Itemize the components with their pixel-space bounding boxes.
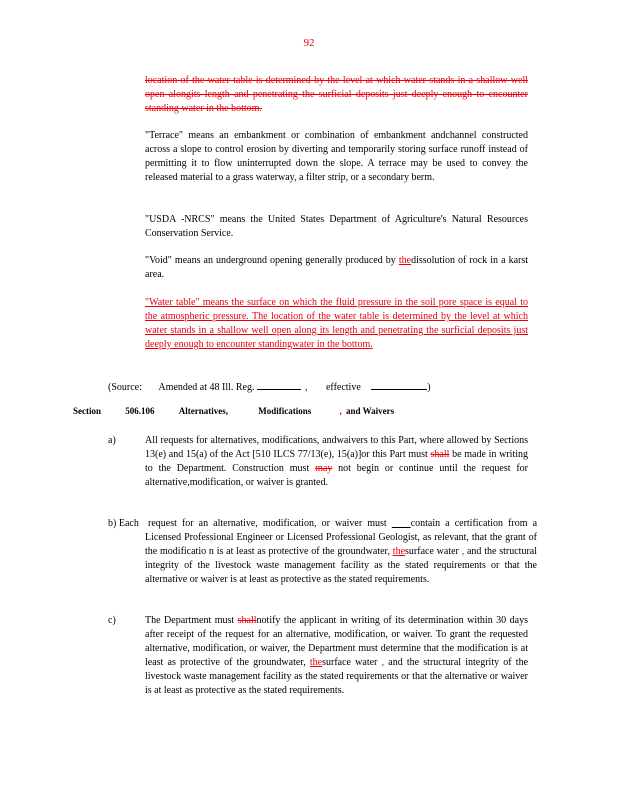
definition-usda-nrcs: "USDA -NRCS" means the United States Department of Agriculture's Natural Resources Conservation Service. xyxy=(145,214,528,239)
item-c-inserted-comma: , xyxy=(381,657,385,668)
item-a-deleted-may: may xyxy=(315,463,333,474)
section-title-comma: , xyxy=(339,406,342,416)
source-effective-label: effective xyxy=(325,382,361,393)
item-b-label: b) Each xyxy=(108,518,139,529)
item-b-inserted-comma: , xyxy=(461,546,465,557)
definition-void xyxy=(145,254,528,282)
source-note xyxy=(108,380,431,395)
item-c-part-4: and the structural integrity of the livestock waste management facility as the stated requirements or that the alternative or waiver is at least as protective as the stated requirements. xyxy=(145,657,529,696)
item-b-text xyxy=(145,517,537,587)
item-a-label: a) xyxy=(108,435,116,446)
item-a-text xyxy=(145,434,528,490)
definition-water-table: "Water table" means the surface on which the fluid pressure in the soil pore space is equal to the atmospheric pressure. The location of the water table is determined by the level at which water stands in a shallow well open along its length and penetrating the surficial deposits just deeply enough to encounter standingwater in the bottom. xyxy=(145,297,528,350)
item-a-deleted-shall: shall xyxy=(430,449,450,460)
void-inserted-text: the xyxy=(398,255,412,266)
item-c-label: c) xyxy=(108,615,116,626)
section-title-alternatives: Alternatives, xyxy=(178,406,228,416)
struck-paragraph: location of the water table is determined by the level at which water stands in a shallow well open alongits length and penetrating the surficial deposits just deeply enough to encounter standing water in the bottom. xyxy=(145,75,528,114)
item-c-part-2: notify the applicant in writing of its determination within 30 days after receipt of the request for an alternative, modification, or waiver. To grant the requested alternative, modification, or waiver, the Department must determine that the modification is at least as protective of the groundwater, xyxy=(145,615,528,668)
page-number: 92 xyxy=(303,37,315,49)
section-number: 506.106 xyxy=(125,406,155,416)
item-b-inserted-shall xyxy=(392,518,411,529)
item-b-inserted-the: the xyxy=(392,546,406,557)
section-label: Section xyxy=(73,406,101,416)
item-c-text xyxy=(145,614,528,698)
void-text-after: dissolution of rock in a karst area. xyxy=(145,255,529,280)
section-heading xyxy=(73,406,394,416)
item-c-part-3: surface water xyxy=(322,657,378,668)
item-b-part-4: and the structural integrity of the livestock waste management facility as the stated requirements or that the alternative or waiver is at least as protective as the stated requirements. xyxy=(145,546,537,585)
item-b-part-3: surface water xyxy=(405,546,459,557)
source-close: ) xyxy=(427,382,431,393)
source-effective-blank xyxy=(371,380,427,390)
item-b-part-1: request for an alternative, modification, or waiver must xyxy=(148,518,387,529)
section-title-waivers: and Waivers xyxy=(346,406,395,416)
definition-terrace: "Terrace" means an embankment or combination of embankment andchannel constructed across a slope to control erosion by diverting and temporarily storing surface runoff instead of permitting it to flow uninterrupted down the slope. A terrace may be used to convey the released material to a grass waterway, a filter strip, or a secondary berm. xyxy=(145,130,528,183)
source-comma: , xyxy=(304,382,308,393)
source-amended-text: Amended at 48 Ill. Reg. xyxy=(158,382,255,393)
item-c-part-1: The Department must xyxy=(145,615,235,626)
source-prefix: (Source: xyxy=(108,382,142,393)
item-c-deleted-shall: shall xyxy=(237,615,257,626)
section-title-modifications: Modifications xyxy=(258,406,312,416)
item-a-part-3: not begin or continue until the request for alternative,modification, or waiver is granted. xyxy=(145,463,529,488)
item-c-inserted-the: the xyxy=(309,657,323,668)
item-a-part-2: be made in writing to the Department. Construction must xyxy=(145,449,529,474)
void-text-before: "Void" means an underground opening generally produced by xyxy=(145,255,396,266)
item-a-part-1: All requests for alternatives, modifications, andwaivers to this Part, where allowed by Sections 13(e) and 15(a) of the Act [510 ILCS 77/13(e), 15(a)]or this Part must xyxy=(145,435,528,460)
source-reg-blank xyxy=(257,380,301,390)
item-b-part-2: contain a certification from a Licensed Professional Engineer or Licensed Professional Geologist, as relevant, that the grant of the modificatio n is at least as protective of the groundwater, xyxy=(145,518,538,557)
